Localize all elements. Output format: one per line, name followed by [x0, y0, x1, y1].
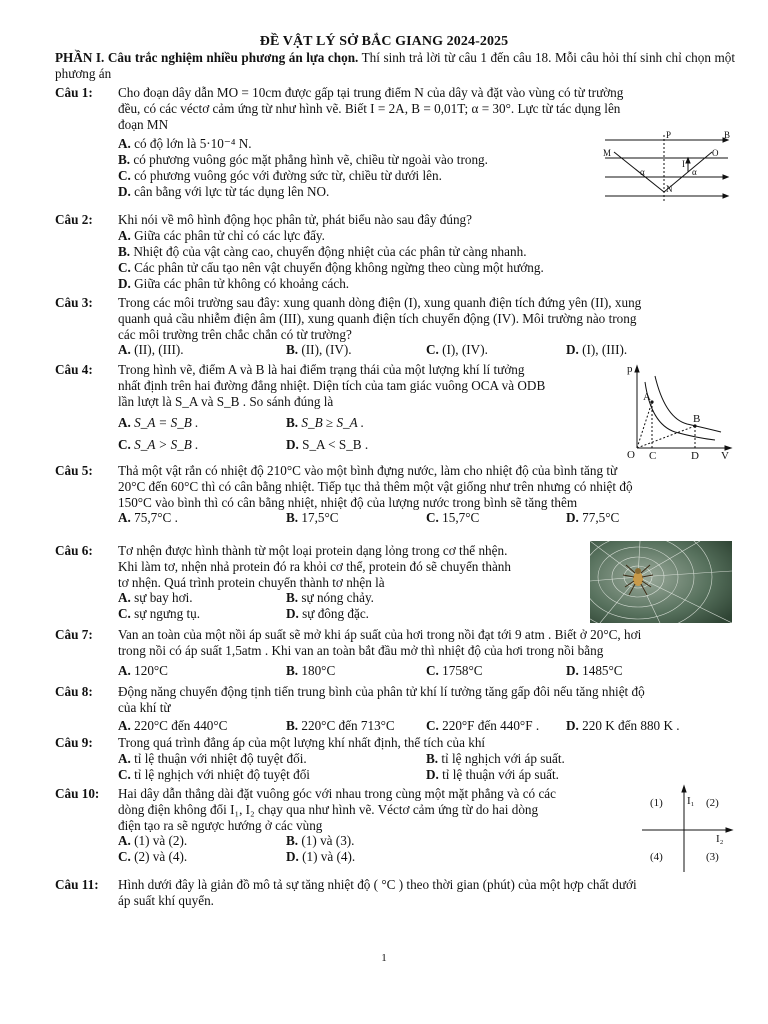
option-key: A. [118, 227, 131, 243]
option-key: D. [426, 766, 439, 782]
question-8 [55, 684, 735, 734]
question-label: Câu 9: [55, 735, 93, 750]
option-key: C. [118, 766, 131, 782]
option-text: S_A < S_B . [298, 437, 369, 453]
option-key: B. [286, 717, 299, 733]
figure-label: V [721, 450, 729, 460]
option-key: B. [286, 342, 299, 358]
option-key: A. [118, 510, 131, 526]
option-text: Giữa các phân tử không có khoảng cách. [130, 275, 350, 291]
question-label: Câu 6: [55, 543, 93, 558]
option-key: C. [118, 168, 131, 184]
document-title: ĐỀ VẬT LÝ SỞ BẮC GIANG 2024-2025 [259, 34, 509, 49]
question-5 [55, 463, 735, 526]
option-key: A. [118, 750, 131, 766]
question-2 [55, 212, 735, 292]
question-stem-line: Hình dưới đây là giản đồ mô tả sự tăng nhiệt độ ( °C ) theo thời gian (phút) của một hợp chất dưới [118, 877, 637, 892]
figure-label: C [649, 450, 657, 460]
question-10 [55, 786, 735, 865]
option-key: D. [286, 437, 299, 453]
option-key: B. [286, 833, 299, 849]
question-stem-line: đoạn MN [118, 116, 169, 132]
option-text: có phương vuông góc mặt phẳng hình vẽ, chiều từ ngoài vào trong. [130, 152, 488, 168]
option-key: A. [118, 590, 131, 606]
option-text: sự đông đặc. [298, 606, 369, 622]
part-heading [55, 50, 735, 82]
question-stem-line: Khi nói về mô hình động học phân tử, phát biểu nào sau đây đúng? [118, 212, 472, 227]
figure-label: D [691, 450, 699, 460]
option-text: cân bằng với lực từ tác dụng lên NO. [130, 184, 330, 200]
option-text: 180°C [298, 662, 336, 678]
option-key: A. [118, 415, 131, 431]
figure-label: I₂ [716, 833, 724, 845]
figure-label: M [603, 148, 612, 158]
option-key: B. [286, 590, 299, 606]
option-text: 120°C [130, 662, 168, 678]
option-text: Nhiệt độ của vật càng cao, chuyển động nhiệt của các phân tử càng nhanh. [130, 243, 527, 259]
question-label: Câu 10: [55, 786, 100, 801]
option-text: (2) và (4). [130, 849, 188, 865]
option-text: Giữa các phân tử chỉ có các lực đẩy. [130, 227, 325, 243]
option-text: 220°C đến 440°C [130, 717, 228, 733]
question-label: Câu 4: [55, 362, 93, 377]
figure-label: A [643, 391, 651, 403]
question-stem-line: Trong quá trình đẳng áp của một lượng khí nhất định, thể tích của khí [118, 735, 486, 750]
option-key: A. [118, 833, 131, 849]
question-stem-line: áp suất khí quyển. [118, 892, 214, 908]
question-stem-line: điện tạo ra sẽ ngược hướng ở các vùng [118, 817, 323, 833]
option-text: 77,5°C [578, 510, 620, 526]
option-key: D. [566, 662, 579, 678]
option-key: B. [286, 415, 299, 431]
option-key: B. [118, 243, 131, 259]
part-instruction: Thí sinh trả lời từ câu 1 đến câu 18. Mỗi câu hỏi thí sinh chỉ chọn một phương án [55, 50, 735, 81]
option-text: 220°F đến 440°F . [438, 717, 540, 733]
option-text: (II), (IV). [298, 342, 352, 358]
option-key: C. [118, 437, 131, 453]
question-stem-line: nhất định trên hai đường đẳng nhiệt. Diện tích của tam giác vuông OCA và ODB [118, 377, 546, 393]
option-key: C. [426, 510, 439, 526]
question-stem-line: Van an toàn của một nồi áp suất sẽ mở khi áp suất của hơi trong nồi đạt tới 9 atm . Biết ở 20°C, hơi [118, 627, 642, 642]
option-text: có phương vuông góc với đường sức từ, chiều từ dưới lên. [130, 168, 442, 184]
option-key: C. [118, 259, 131, 275]
option-key: D. [566, 342, 579, 358]
question-label: Câu 2: [55, 212, 93, 227]
option-key: A. [118, 342, 131, 358]
question-11 [55, 877, 735, 909]
option-text: (1) và (4). [298, 849, 356, 865]
question-stem-line: 20°C đến 60°C thì có cân bằng nhiệt. Tiếp tục thả thêm một vật giống như trên nhưng có nhiệt độ [118, 478, 633, 494]
question-label: Câu 3: [55, 295, 93, 310]
option-text: 1485°C [578, 662, 623, 678]
question-stem-line: Trong các môi trường sau đây: xung quanh dòng điện (I), xung quanh điện tích đứng yên (II), xung [118, 295, 642, 310]
option-key: C. [426, 342, 439, 358]
option-key: A. [118, 717, 131, 733]
option-text: tỉ lệ nghịch với nhiệt độ tuyệt đối [130, 766, 310, 782]
region-label: (4) [650, 851, 663, 863]
question-stem-line: Thả một vật rắn có nhiệt độ 210°C vào một bình đựng nước, làm cho nhiệt độ của bình tăng từ [118, 463, 618, 478]
option-text: (1) và (2). [130, 833, 188, 849]
question-7 [55, 627, 735, 679]
figure-label: p [627, 363, 633, 375]
option-key: C. [426, 717, 439, 733]
figure-label: O [627, 449, 635, 460]
option-key: B. [118, 152, 131, 168]
question-stem-line: Cho đoạn dây dẫn MO = 10cm được gấp tại trung điểm N của dây và đặt vào vùng có từ trường [118, 85, 624, 100]
option-key: C. [426, 662, 439, 678]
question-stem-line: các môi trường trên chắc chắn có từ trường? [118, 326, 352, 342]
option-key: D. [286, 606, 299, 622]
option-key: D. [566, 717, 579, 733]
option-text: S_A > S_B . [130, 437, 199, 453]
question-stem-line: của khí từ [118, 699, 171, 715]
option-key: D. [118, 184, 131, 200]
option-text: sự ngưng tụ. [130, 606, 201, 622]
figure-label: α [692, 167, 697, 177]
option-text: Các phân tử cấu tạo nên vật chuyển động không ngừng theo cùng một hướng. [130, 259, 544, 275]
figure-label: N [666, 184, 673, 194]
option-text: 220°C đến 713°C [298, 717, 395, 733]
option-text: tỉ lệ nghịch với áp suất. [438, 750, 565, 766]
question-9 [55, 735, 735, 783]
option-key: B. [426, 750, 439, 766]
question-stem-line: dòng điện không đổi I₁, I₂ chạy qua như hình vẽ. Véctơ cảm ứng từ do hai dòng [118, 801, 539, 817]
option-key: D. [286, 849, 299, 865]
page-number: 1 [381, 952, 387, 964]
question-stem-line: lần lượt là S_A và S_B . So sánh đúng là [118, 393, 334, 409]
option-text: tỉ lệ thuận với áp suất. [438, 766, 559, 782]
part-title: PHẦN I. Câu trắc nghiệm nhiều phương án lựa chọn. [55, 50, 359, 65]
figure-label: B [693, 413, 701, 425]
region-label: (3) [706, 851, 719, 863]
option-text: 75,7°C . [130, 510, 178, 526]
question-stem-line: Động năng chuyển động tịnh tiến trung bình của phân tử khí lí tưởng tăng gấp đôi nếu tăng nhiệt độ [118, 684, 645, 699]
question-stem-line: 150°C vào bình thì có cân bằng nhiệt, nhiệt độ của lượng nước trong bình sẽ tăng thêm [118, 494, 578, 510]
question-label: Câu 11: [55, 877, 99, 892]
question-stem-line: Tơ nhện được hình thành từ một loại protein dạng lỏng trong cơ thể nhện. [118, 543, 508, 558]
question-stem-line: Hai dây dẫn thẳng dài đặt vuông góc với nhau trong cùng một mặt phẳng và có các [118, 786, 557, 801]
question-stem-line: tơ nhện. Quá trình protein chuyển thành tơ nhện là [118, 574, 385, 590]
option-text: (I), (IV). [438, 342, 488, 358]
option-text: (II), (III). [130, 342, 184, 358]
figure-label: P [666, 130, 672, 140]
question-stem-line: đều, có các véctơ cảm ứng từ như hình vẽ. Biết I = 2A, B = 0,01T; α = 30°. Lực từ tác dụng lên [118, 100, 621, 116]
region-label: (1) [650, 797, 663, 809]
figure-label: O [712, 148, 719, 158]
figure-magnetic-field-wire [600, 130, 735, 208]
question-label: Câu 7: [55, 627, 93, 642]
question-label: Câu 1: [55, 85, 93, 100]
option-text: 1758°C [438, 662, 483, 678]
question-stem-line: quanh quả cầu nhiễm điện âm (III), xung quanh điện tích chuyển động (IV). Môi trường nào trong [118, 310, 637, 326]
figure-label: α [640, 167, 645, 177]
option-text: (1) và (3). [298, 833, 355, 849]
figure-label: I₁ [687, 795, 695, 807]
question-stem-line: trong nồi có áp suất 1,5atm . Khi van an toàn bắt đầu mở thì nhiệt độ của hơi trong nồi bằng [118, 642, 604, 658]
option-key: B. [286, 662, 299, 678]
question-stem-line: Trong hình vẽ, điểm A và B là hai điểm trạng thái của một lượng khí lí tưởng [118, 362, 525, 377]
figure-isotherm-diagram [625, 362, 735, 460]
figure-label: B [724, 130, 731, 140]
option-key: C. [118, 606, 131, 622]
question-3 [55, 295, 735, 358]
option-key: A. [118, 662, 131, 678]
option-text: 15,7°C [438, 510, 480, 526]
option-text: (I), (III). [578, 342, 628, 358]
question-stem-line: Khi làm tơ, nhện nhả protein đó ra khỏi cơ thể, protein đó sẽ chuyển thành [118, 558, 511, 574]
question-label: Câu 5: [55, 463, 93, 478]
option-text: tỉ lệ thuận với nhiệt độ tuyệt đối. [130, 750, 307, 766]
option-key: D. [118, 275, 131, 291]
option-key: B. [286, 510, 299, 526]
option-key: D. [566, 510, 579, 526]
option-text: 220 K đến 880 K . [578, 717, 680, 733]
figure-label: I [682, 159, 685, 169]
question-label: Câu 8: [55, 684, 93, 699]
figure-two-wires [640, 784, 735, 874]
region-label: (2) [706, 797, 719, 809]
spider-web-photo [590, 541, 732, 623]
option-text: 17,5°C [298, 510, 339, 526]
option-text: có độ lớn là 5·10⁻⁴ N. [130, 136, 252, 152]
option-text: S_A = S_B . [130, 415, 199, 431]
option-text: S_B ≥ S_A . [298, 415, 365, 431]
option-key: A. [118, 136, 131, 152]
option-key: C. [118, 849, 131, 865]
option-text: sự bay hơi. [130, 590, 193, 606]
option-text: sự nóng chảy. [298, 590, 374, 606]
